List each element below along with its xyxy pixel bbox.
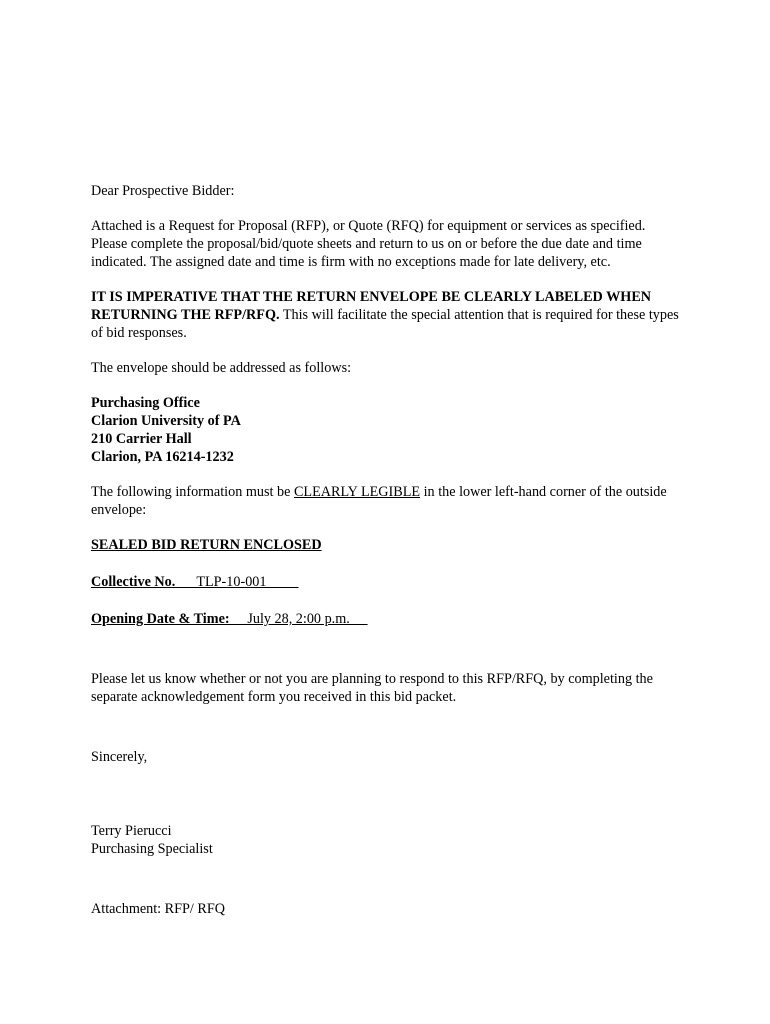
address-line-2: Clarion University of PA xyxy=(91,413,241,429)
clearly-legible-emphasis: CLEARLY LEGIBLE xyxy=(293,484,421,500)
closing: Sincerely, xyxy=(91,749,148,765)
respond-paragraph: Please let us know whether or not you are planning to respond to this RFP/RFQ, by completing the separate acknowledgement form you received in this bid packet. xyxy=(91,671,653,705)
opening-date-line xyxy=(91,610,681,628)
signer-name: Terry Pierucci xyxy=(91,823,172,839)
opening-label: Opening Date & Time: xyxy=(91,611,230,627)
signer-title: Purchasing Specialist xyxy=(91,841,213,857)
collective-value: TLP-10-001 xyxy=(175,574,299,590)
mailing-address xyxy=(91,394,681,466)
legibility-paragraph xyxy=(91,483,681,519)
intro-paragraph: Attached is a Request for Proposal (RFP), or Quote (RFQ) for equipment or services as specified. Please complete the proposal/bid/quote sheets and return to us on or before the due date and time indicated. The assigned date and time is firm with no exceptions made for late delivery, etc. xyxy=(91,218,646,270)
imperative-notice: IT IS IMPERATIVE THAT THE RETURN ENVELOPE BE CLEARLY LABELED WHEN RETURNING THE RFP/RFQ. xyxy=(91,289,652,323)
opening-value: July 28, 2:00 p.m. xyxy=(229,611,368,627)
collective-number-line xyxy=(91,573,681,591)
attachment-line: Attachment: RFP/ RFQ xyxy=(91,901,226,917)
imperative-rest: This will facilitate the special attention that is required for these types of bid responses. xyxy=(91,307,679,341)
signature-block xyxy=(91,822,681,858)
address-line-3: 210 Carrier Hall xyxy=(91,431,192,447)
legibility-after: in the lower left-hand corner of the outside envelope: xyxy=(91,484,667,518)
collective-label: Collective No. xyxy=(91,574,176,590)
address-line-4: Clarion, PA 16214-1232 xyxy=(91,449,234,465)
envelope-instruction: The envelope should be addressed as follows: xyxy=(91,360,352,376)
address-line-1: Purchasing Office xyxy=(91,395,200,411)
letter-body xyxy=(91,182,681,918)
imperative-paragraph xyxy=(91,288,681,342)
salutation: Dear Prospective Bidder: xyxy=(91,183,235,199)
legibility-before: The following information must be xyxy=(91,484,294,500)
sealed-bid-heading: SEALED BID RETURN ENCLOSED xyxy=(91,537,322,553)
